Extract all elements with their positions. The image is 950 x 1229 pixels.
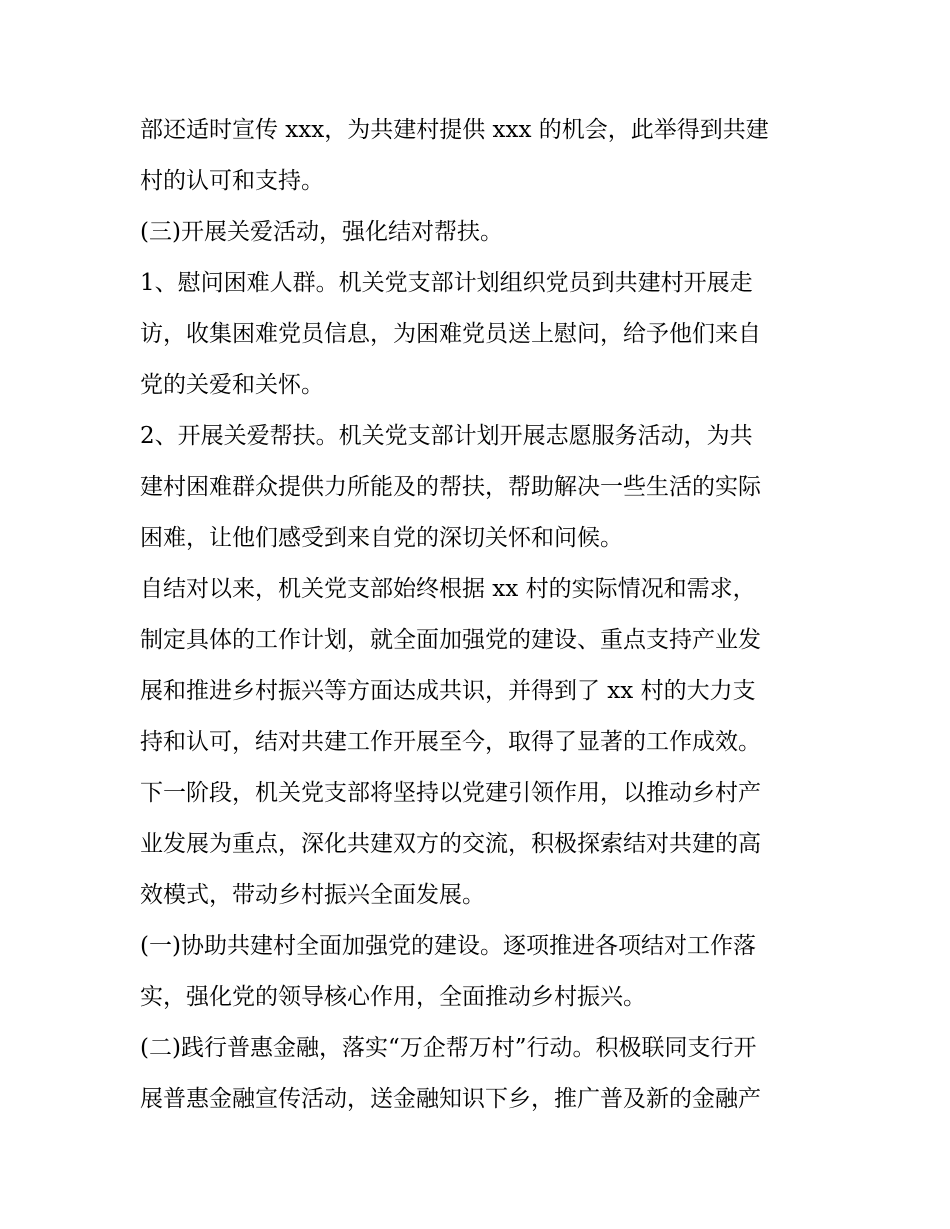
paragraph <box>140 768 820 921</box>
text-line: 困难，让他们感受到来自党的深切关怀和问候。 <box>140 525 623 551</box>
text-line: (二)践行普惠金融，落实“万企帮万村”行动。积极联同支行开 <box>140 1035 757 1061</box>
text-line: 展和推进乡村振兴等方面达成共识，并得到了 xx 村的大力支 <box>140 678 756 704</box>
text-line: 建村困难群众提供力所能及的帮扶，帮助解决一些生活的实际 <box>140 474 761 500</box>
paragraph <box>140 207 820 258</box>
text-line: (一)协助共建村全面加强党的建设。逐项推进各项结对工作落 <box>140 933 756 959</box>
paragraph <box>140 258 820 411</box>
text-line: (三)开展关爱活动，强化结对帮扶。 <box>140 219 503 245</box>
text-line: 部还适时宣传 xxx，为共建村提供 xxx 的机会，此举得到共建 <box>140 117 769 143</box>
paragraph <box>140 921 820 1023</box>
text-line: 党的关爱和关怀。 <box>140 372 324 398</box>
paragraph <box>140 564 820 768</box>
text-line: 1、慰问困难人群。机关党支部计划组织党员到共建村开展走 <box>140 270 753 296</box>
text-line: 村的认可和支持。 <box>140 168 324 194</box>
text-line: 访，收集困难党员信息，为困难党员送上慰问，给予他们来自 <box>140 321 761 347</box>
paragraph <box>140 1023 820 1125</box>
text-line: 效模式，带动乡村振兴全面发展。 <box>140 882 485 908</box>
text-line: 下一阶段，机关党支部将坚持以党建引领作用，以推动乡村产 <box>140 780 761 806</box>
text-line: 2、开展关爱帮扶。机关党支部计划开展志愿服务活动，为共 <box>140 423 753 449</box>
text-line: 实，强化党的领导核心作用，全面推动乡村振兴。 <box>140 984 646 1010</box>
text-line: 持和认可，结对共建工作开展至今，取得了显著的工作成效。 <box>140 729 761 755</box>
text-line: 制定具体的工作计划，就全面加强党的建设、重点支持产业发 <box>140 627 761 653</box>
text-line: 业发展为重点，深化共建双方的交流，积极探索结对共建的高 <box>140 831 761 857</box>
paragraph <box>140 105 820 207</box>
text-line: 展普惠金融宣传活动，送金融知识下乡，推广普及新的金融产 <box>140 1086 761 1112</box>
document-body <box>140 105 820 1125</box>
paragraph <box>140 411 820 564</box>
text-line: 自结对以来，机关党支部始终根据 xx 村的实际情况和需求， <box>140 576 756 602</box>
